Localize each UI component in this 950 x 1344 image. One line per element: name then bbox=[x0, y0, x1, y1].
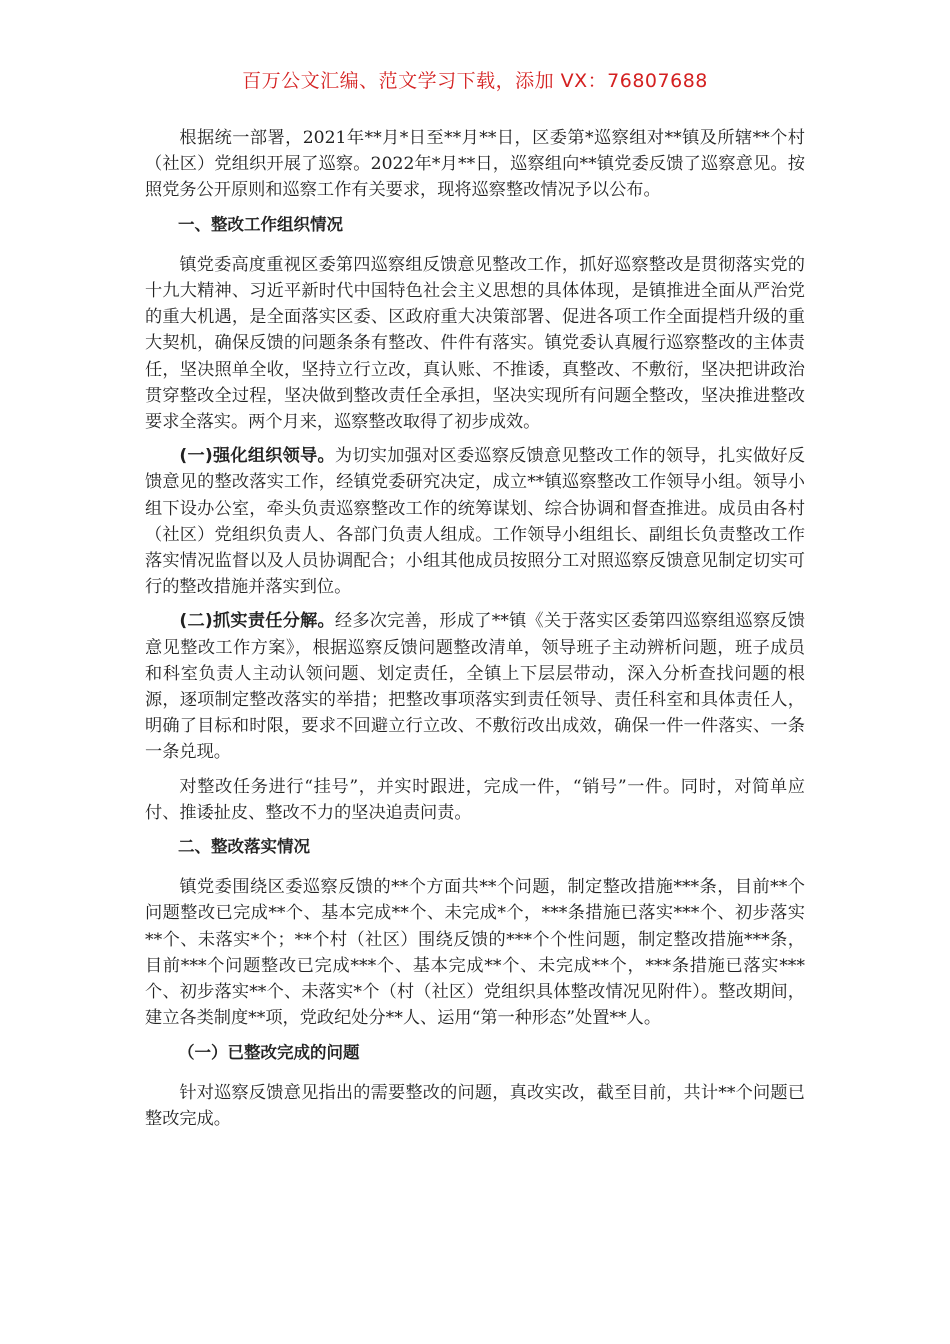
subsection-2-text: 经多次完善，形成了**镇《关于落实区委第四巡察组巡察反馈意见整改工作方案》，根据巡察反馈问题整改清单，领导班子主动辨析问题，班子成员和科室负责人主动认领问题、划定责任，全镇上下层层带动，深入分析查找问题的根源，逐项制定整改落实的举措；把整改事项落实到责任领导、责任科室和具体责任人，明确了目标和时限，要求不回避立行立改、不敷衍改出成效，确保一件一件落实、一条一条兑现。 bbox=[145, 611, 805, 763]
subsection-2-lead: (二)抓实责任分解。 bbox=[179, 611, 335, 632]
task-tracking-paragraph: 对整改任务进行“挂号”，并实时跟进，完成一件，“销号”一件。同时，对简单应付、推诿扯皮、整改不力的坚决追责问责。 bbox=[145, 776, 805, 823]
intro-paragraph: 根据统一部署，2021年**月*日至**月**日，区委第*巡察组对**镇及所辖**个村（社区）党组织开展了巡察。2022年*月**日，巡察组向**镇党委反馈了巡察意见。按照党务公开原则和巡察工作有关要求，现将巡察整改情况予以公布。 bbox=[145, 128, 805, 201]
section1-paragraph: 镇党委高度重视区委第四巡察组反馈意见整改工作，抓好巡察整改是贯彻落实党的十九大精神、习近平新时代中国特色社会主义思想的具体体现，是镇推进全面从严治党的重大机遇，是全面落实区委、区政府重大决策部署、促进各项工作全面提档升级的重大契机，确保反馈的问题条条有整改、件件有落实。镇党委认真履行巡察整改的主体责任，坚决照单全收，坚持立行立改，真认账、不推诿，真整改、不敷衍，坚决把讲政治贯穿整改全过程，坚决做到整改责任全承担，坚决实现所有问题全整改，坚决推进整改要求全落实。两个月来，巡察整改取得了初步成效。 bbox=[145, 254, 805, 433]
section-heading-1: 一、整改工作组织情况 bbox=[178, 214, 343, 234]
watermark-header: 百万公文汇编、范文学习下载，添加 VX：76807688 bbox=[242, 70, 708, 92]
completed-paragraph: 针对巡察反馈意见指出的需要整改的问题，真改实改，截至目前，共计**个问题已整改完成。 bbox=[145, 1082, 805, 1129]
subsection-2-paragraph bbox=[145, 608, 805, 765]
subsection-1-paragraph bbox=[145, 443, 805, 600]
section2-paragraph: 镇党委围绕区委巡察反馈的**个方面共**个问题，制定整改措施***条，目前**个问题整改已完成**个、基本完成**个、未完成*个，***条措施已落实***个、初步落实**个、未落实*个；**个村（社区）围绕反馈的***个个性问题，制定整改措施***条，目前***个问题整改已完成***个、基本完成**个、未完成**个，***条措施已落实***个、初步落实**个、未落实*个（村（社区）党组织具体整改情况见附件）。整改期间，建立各类制度**项，党政纪处分**人、运用“第一种形态”处置**人。 bbox=[145, 877, 805, 1029]
subsection-1-text: 为切实加强对区委巡察反馈意见整改工作的领导，扎实做好反馈意见的整改落实工作，经镇党委研究决定，成立**镇巡察整改工作领导小组。领导小组下设办公室，牵头负责巡察整改工作的统筹谋划、综合协调和督查推进。成员由各村（社区）党组织负责人、各部门负责人组成。工作领导小组组长、副组长负责整改工作落实情况监督以及人员协调配合；小组其他成员按照分工对照巡察反馈意见制定切实可行的整改措施并落实到位。 bbox=[145, 446, 805, 598]
subsection-1-lead: (一)强化组织领导。 bbox=[179, 446, 335, 467]
section-heading-2: 二、整改落实情况 bbox=[178, 837, 310, 857]
document-body bbox=[145, 125, 805, 1140]
subsection-heading-completed: （一）已整改完成的问题 bbox=[178, 1042, 360, 1062]
